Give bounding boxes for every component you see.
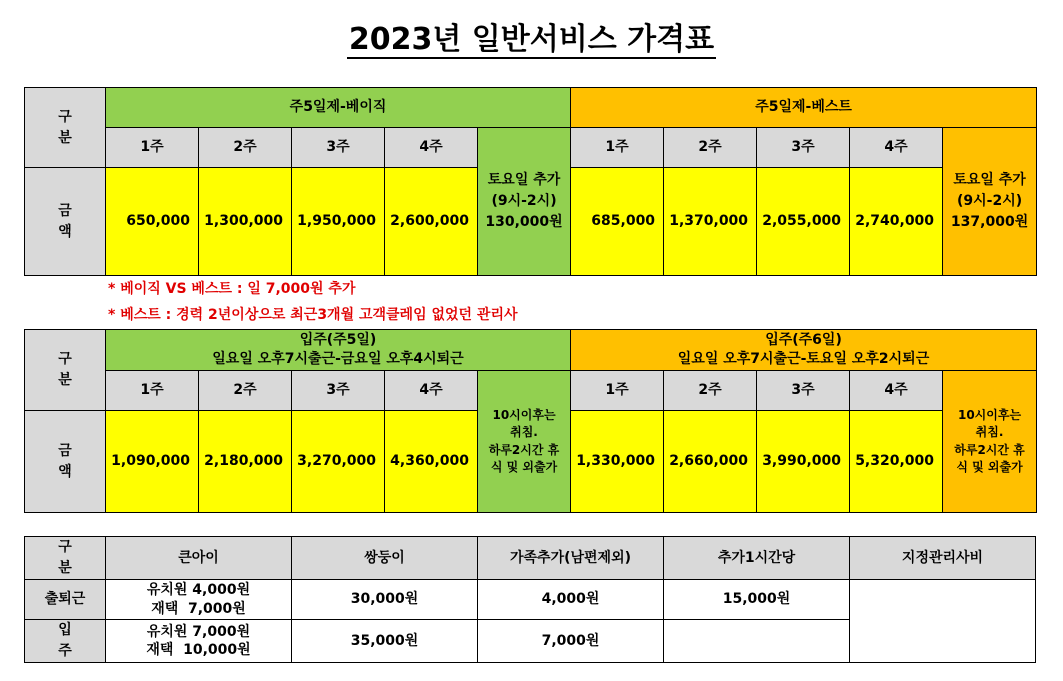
live-in-5day-header xyxy=(106,330,571,371)
fees-live-in-extra-hour xyxy=(664,620,850,663)
basic-week-4: 4주 xyxy=(385,128,478,168)
fees-designated-value xyxy=(850,580,1036,663)
fees-header-category: 구 분 xyxy=(25,537,106,580)
fees-row-live-in-label: 입 주 xyxy=(25,620,106,663)
basic-saturday-line-3: 130,000원 xyxy=(485,214,563,230)
fees-commute-family: 4,000원 xyxy=(478,580,664,620)
live-in-6day-week-3: 3주 xyxy=(757,371,850,411)
live-in-6day-hours: 일요일 오후7시출근-토요일 오후2시퇴근 xyxy=(677,351,930,367)
live-in-5day-title: 입주(주5일) xyxy=(299,332,377,349)
best-price-4: 2,740,000 xyxy=(850,168,943,276)
live-in-5day-price-3: 3,270,000 xyxy=(292,411,385,513)
basic-saturday-extra xyxy=(478,128,571,276)
live-in-6day-note-line-2: 취침. xyxy=(975,425,1004,440)
amount-label: 금 액 xyxy=(25,411,106,513)
live-in-5day-hours: 일요일 오후7시출근-금요일 오후4시퇴근 xyxy=(212,351,464,367)
fees-commute-kindergarten: 유치원 4,000원 xyxy=(146,582,251,599)
live-in-6day-price-3: 3,990,000 xyxy=(757,411,850,513)
fees-commute-twins: 30,000원 xyxy=(292,580,478,620)
best-price-3: 2,055,000 xyxy=(757,168,850,276)
fees-header-extra-hour: 추가1시간당 xyxy=(664,537,850,580)
fees-commute-home: 재택 7,000원 xyxy=(151,600,246,617)
fees-live-in-older-child xyxy=(106,620,292,663)
live-in-5day-week-1: 1주 xyxy=(106,371,199,411)
fees-header-twins: 쌍둥이 xyxy=(292,537,478,580)
row-header-category: 구 분 xyxy=(25,330,106,411)
live-in-6day-price-4: 5,320,000 xyxy=(850,411,943,513)
basic-saturday-line-2: (9시-2시) xyxy=(491,193,557,209)
note-best-definition: * 베스트 : 경력 2년이상으로 최근3개월 고객클레임 없었던 관리사 xyxy=(108,307,518,323)
best-price-1: 685,000 xyxy=(571,168,664,276)
live-in-5day-price-4: 4,360,000 xyxy=(385,411,478,513)
note-basic-vs-best: * 베이직 VS 베스트 : 일 7,000원 추가 xyxy=(108,281,356,297)
best-week-3: 3주 xyxy=(757,128,850,168)
live-in-6day-title: 입주(주6일) xyxy=(765,332,842,349)
live-in-5day-note-line-2: 취침. xyxy=(510,425,538,440)
live-in-6day-note-line-1: 10시이후는 xyxy=(957,407,1022,422)
live-in-5day-week-4: 4주 xyxy=(385,371,478,411)
basic-week-3: 3주 xyxy=(292,128,385,168)
price-table-live-in xyxy=(24,329,1037,513)
fees-commute-older-child xyxy=(106,580,292,620)
best-saturday-line-2: (9시-2시) xyxy=(957,193,1023,209)
live-in-6day-week-2: 2주 xyxy=(664,371,757,411)
live-in-5day-week-2: 2주 xyxy=(199,371,292,411)
live-in-5day-note-line-3: 하루2시간 휴 xyxy=(488,442,560,457)
live-in-5day-note-line-1: 10시이후는 xyxy=(492,407,556,422)
best-saturday-line-1: 토요일 추가 xyxy=(953,172,1026,188)
live-in-5day-price-1: 1,090,000 xyxy=(106,411,199,513)
page-title-text: 2023년 일반서비스 가격표 xyxy=(348,22,715,57)
amount-label: 금 액 xyxy=(25,168,106,276)
best-price-2: 1,370,000 xyxy=(664,168,757,276)
fees-row-commute-label: 출퇴근 xyxy=(25,580,106,620)
fees-live-in-home: 재택 10,000원 xyxy=(146,642,251,658)
fees-header-older-child: 큰아이 xyxy=(106,537,292,580)
fees-live-in-family: 7,000원 xyxy=(478,620,664,663)
best-week-2: 2주 xyxy=(664,128,757,168)
live-in-6day-note-line-4: 식 및 외출가 xyxy=(956,459,1023,474)
fees-live-in-twins: 35,000원 xyxy=(292,620,478,663)
live-in-5day-note-line-4: 식 및 외출가 xyxy=(490,459,558,474)
live-in-6day-note xyxy=(943,371,1037,513)
row-header-category: 구 분 xyxy=(25,88,106,168)
fees-commute-extra-hour: 15,000원 xyxy=(664,580,850,620)
live-in-5day-note xyxy=(478,371,571,513)
basic-price-1: 650,000 xyxy=(106,168,199,276)
live-in-6day-header xyxy=(571,330,1037,371)
best-saturday-line-3: 137,000원 xyxy=(950,214,1029,230)
additional-fees-table xyxy=(24,536,1036,663)
live-in-6day-week-1: 1주 xyxy=(571,371,664,411)
basic-week-1: 1주 xyxy=(106,128,199,168)
best-saturday-extra xyxy=(943,128,1037,276)
basic-saturday-line-1: 토요일 추가 xyxy=(487,172,561,188)
live-in-6day-week-4: 4주 xyxy=(850,371,943,411)
fees-live-in-kindergarten: 유치원 7,000원 xyxy=(146,623,251,640)
page-title xyxy=(0,14,1063,58)
live-in-5day-price-2: 2,180,000 xyxy=(199,411,292,513)
fees-header-family: 가족추가(남편제외) xyxy=(478,537,664,580)
live-in-6day-note-line-3: 하루2시간 휴 xyxy=(954,442,1025,457)
basic-week-2: 2주 xyxy=(199,128,292,168)
basic-price-4: 2,600,000 xyxy=(385,168,478,276)
live-in-6day-price-2: 2,660,000 xyxy=(664,411,757,513)
live-in-5day-week-3: 3주 xyxy=(292,371,385,411)
live-in-6day-price-1: 1,330,000 xyxy=(571,411,664,513)
fees-header-designated: 지정관리사비 xyxy=(850,537,1036,580)
best-plan-header: 주5일제-베스트 xyxy=(571,88,1037,128)
basic-price-2: 1,300,000 xyxy=(199,168,292,276)
best-week-4: 4주 xyxy=(850,128,943,168)
basic-price-3: 1,950,000 xyxy=(292,168,385,276)
price-table-commute xyxy=(24,87,1037,276)
basic-plan-header: 주5일제-베이직 xyxy=(106,88,571,128)
best-week-1: 1주 xyxy=(571,128,664,168)
